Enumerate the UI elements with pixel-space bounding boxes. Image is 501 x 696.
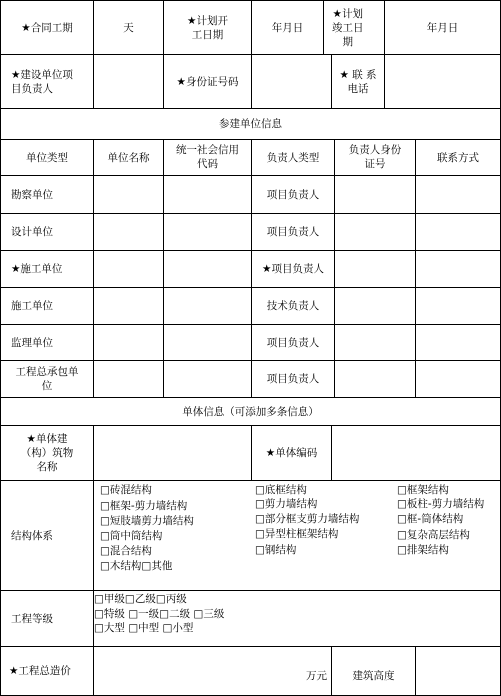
lead-type-design: 项目负责人	[266, 226, 320, 238]
lead-type-survey: 项目负责人	[266, 188, 320, 201]
unit-type-construction-tech: 施工单位	[11, 300, 53, 312]
header-lead-id: 负责人身份 证号	[348, 144, 402, 170]
structure-option[interactable]: □木结构□其他	[100, 560, 173, 572]
planned-end-label: ★计划 竣工日 期	[332, 7, 364, 48]
lead-type-supervision: 项目负责人	[266, 336, 320, 349]
phone-value[interactable]	[385, 55, 500, 108]
structure-option[interactable]: □混合结构	[100, 545, 152, 557]
structure-option[interactable]: □复杂高层结构	[397, 529, 470, 541]
structure-option[interactable]: □排架结构	[397, 544, 449, 556]
structure-option[interactable]: □短肢墙剪力墙结构	[100, 515, 194, 527]
header-unit-name: 单位名称	[107, 151, 150, 164]
grade-label: 工程等级	[11, 612, 53, 625]
unit-type-general-contractor: 工程总承包单 位	[15, 366, 79, 392]
building-name-value[interactable]	[94, 426, 251, 480]
planned-start-label: ★计划开 工日期	[187, 14, 228, 41]
header-lead-type: 负责人类型	[266, 151, 320, 164]
unit-type-supervision: 监理单位	[11, 336, 53, 349]
structure-option[interactable]: □钢结构	[255, 544, 297, 556]
grade-option-line[interactable]: □大型 □中型 □小型	[94, 622, 194, 634]
id-number-value[interactable]	[252, 55, 331, 108]
building-code-label: ★单体编码	[265, 447, 318, 459]
structure-option[interactable]: □框架结构	[397, 484, 449, 496]
header-unit-type: 单位类型	[26, 151, 68, 164]
grid-line	[415, 139, 416, 397]
days-unit: 天	[123, 21, 134, 34]
grid-line	[93, 139, 94, 397]
structure-option[interactable]: □异型柱框架结构	[255, 528, 339, 540]
builder-lead-label: ★建设单位项 目负责人	[11, 68, 73, 95]
structure-option[interactable]: □底框结构	[255, 484, 307, 496]
units-section-title: 参建单位信息	[219, 118, 282, 130]
grade-option-line[interactable]: □特级 □一级□二级 □三级	[94, 608, 225, 620]
unit-type-survey: 勘察单位	[11, 188, 53, 201]
contract-period-label: ★合同工期	[21, 21, 73, 34]
structure-option[interactable]: □剪力墙结构	[255, 498, 318, 510]
unit-type-construction: ★施工单位	[11, 263, 63, 275]
building-section-title: 单体信息（可添加多条信息）	[182, 405, 319, 418]
lead-type-general-contractor: 项目负责人	[266, 373, 320, 385]
grid-line	[334, 139, 335, 397]
header-contact: 联系方式	[437, 151, 479, 164]
builder-lead-value[interactable]	[94, 55, 163, 108]
lead-type-construction-tech: 技术负责人	[266, 300, 320, 312]
structure-option[interactable]: □砖混结构	[100, 484, 152, 496]
building-name-label: ★单体建 （构）筑物 名称	[20, 433, 74, 473]
unit-type-design: 设计单位	[11, 226, 53, 238]
header-credit-code: 统一社会信用 代码	[176, 144, 239, 170]
start-date-value[interactable]: 年月日	[271, 21, 304, 34]
structure-option[interactable]: □部分框支剪力墙结构	[255, 513, 360, 525]
building-height-value[interactable]	[416, 647, 500, 695]
total-cost-unit[interactable]: 万元	[306, 670, 327, 682]
grid-line	[163, 139, 164, 397]
end-date-value[interactable]: 年月日	[426, 21, 459, 34]
grade-option-line[interactable]: □甲级□乙级□丙级	[94, 593, 187, 605]
structure-option[interactable]: □板柱-剪力墙结构	[397, 498, 485, 510]
structure-label: 结构体系	[11, 529, 53, 542]
total-cost-label: ★工程总造价	[9, 665, 71, 677]
lead-type-construction: ★项目负责人	[262, 263, 324, 275]
id-number-label: ★身份证号码	[176, 75, 239, 88]
building-code-value[interactable]	[332, 426, 500, 480]
phone-label: ★ 联 系 电话	[339, 68, 377, 95]
structure-option[interactable]: □框架-剪力墙结构	[100, 500, 188, 512]
structure-option[interactable]: □筒中筒结构	[100, 530, 163, 542]
building-height-label: 建筑高度	[352, 670, 395, 682]
structure-option[interactable]: □框-筒体结构	[397, 513, 464, 525]
